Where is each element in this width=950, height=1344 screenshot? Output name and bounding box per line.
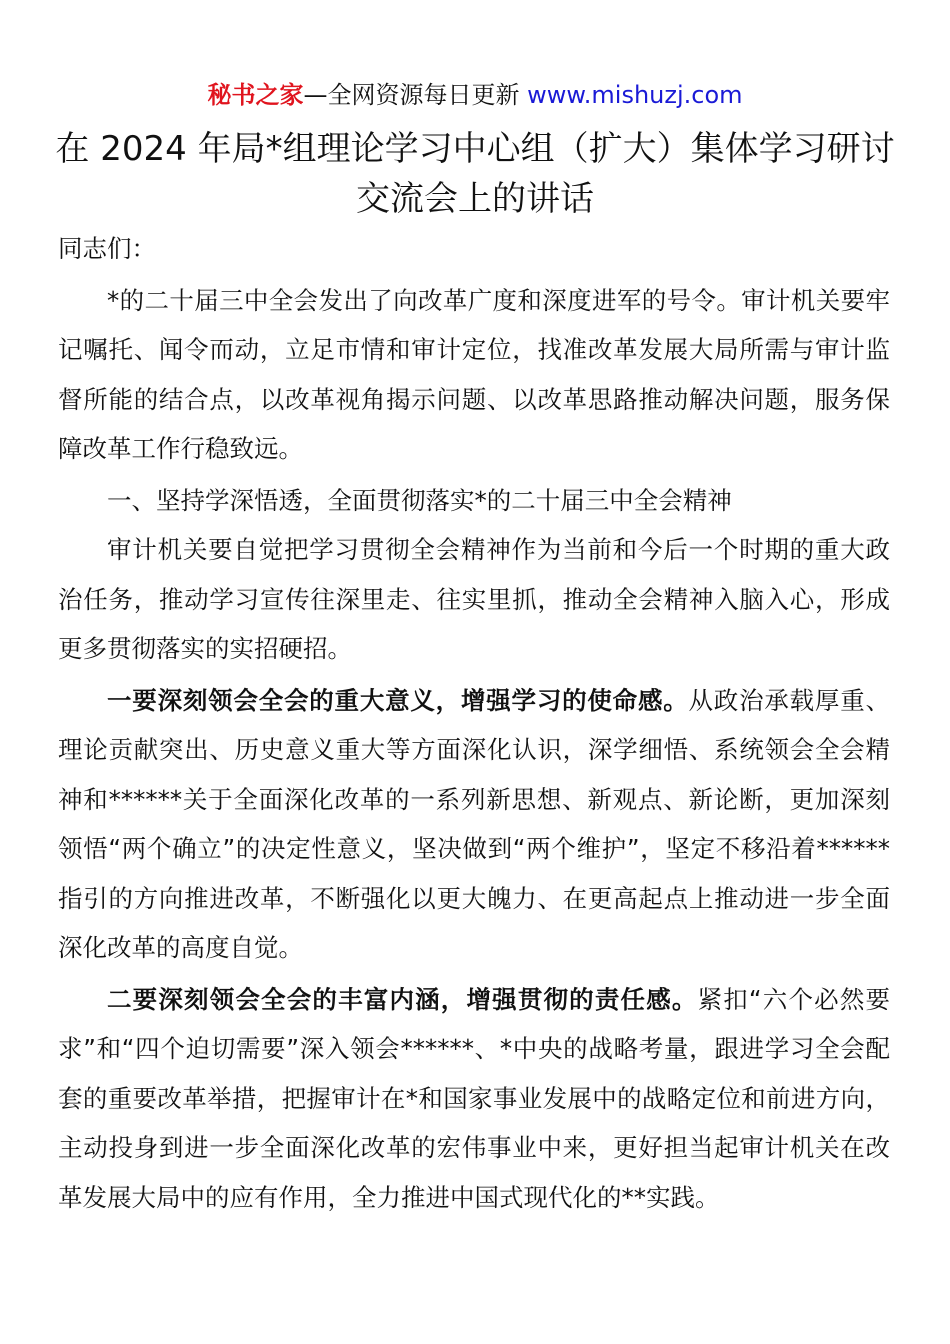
paragraph-intro: *的二十届三中全会发出了向改革广度和深度进军的号令。审计机关要牢记嘱托、闻令而动，立足市情和审计定位，找准改革发展大局所需与审计监督所能的结合点，以改革视角揭示问题、以改革思路推动解决问题，服务保障改革工作行稳致远。 bbox=[58, 285, 890, 463]
document-title: 在 2024 年局*组理论学习中心组（扩大）集体学习研讨交流会上的讲话 bbox=[55, 129, 895, 219]
header-tagline: —全网资源每日更新 bbox=[303, 81, 528, 109]
brand-name: 秘书之家 bbox=[207, 81, 304, 109]
salutation: 同志们： bbox=[58, 234, 156, 263]
site-url-link[interactable]: www.mishuzj.com bbox=[527, 81, 743, 109]
point-1-lead: 一要深刻领会全会的重大意义，增强学习的使命感。 bbox=[107, 685, 689, 715]
point-2-body: 紧扣“六个必然要求”和“四个迫切需要”深入领会******、*中央的战略考量，跟进学习全会配套的重要改革举措，把握审计在*和国家事业发展中的战略定位和前进方向，主动投身到进一步全面深化改革的宏伟事业中来，更好担当起审计机关在改革发展大局中的应有作用，全力推进中国式现代化的**实践。 bbox=[58, 984, 890, 1212]
paragraph-section-1: 审计机关要自觉把学习贯彻全会精神作为当前和今后一个时期的重大政治任务，推动学习宣传往深里走、往实里抓，推动全会精神入脑入心，形成更多贯彻落实的实招硬招。 bbox=[58, 535, 890, 663]
document-body bbox=[58, 224, 890, 1222]
site-header bbox=[0, 78, 950, 112]
point-2-lead: 二要深刻领会全会的丰富内涵，增强贯彻的责任感。 bbox=[107, 984, 698, 1014]
section-heading-1: 一、坚持学深悟透，全面贯彻落实*的二十届三中全会精神 bbox=[107, 485, 732, 515]
point-1-body: 从政治承载厚重、理论贡献突出、历史意义重大等方面深化认识，深学细悟、系统领会全会精神和******关于全面深化改革的一系列新思想、新观点、新论断，更加深刻领悟“两个确立”的决定性意义，坚决做到“两个维护”，坚定不移沿着******指引的方向推进改革，不断强化以更大魄力、在更高起点上推动进一步全面深化改革的高度自觉。 bbox=[58, 685, 890, 962]
paragraph-point-2 bbox=[58, 975, 890, 1223]
paragraph-point-1 bbox=[58, 676, 890, 973]
